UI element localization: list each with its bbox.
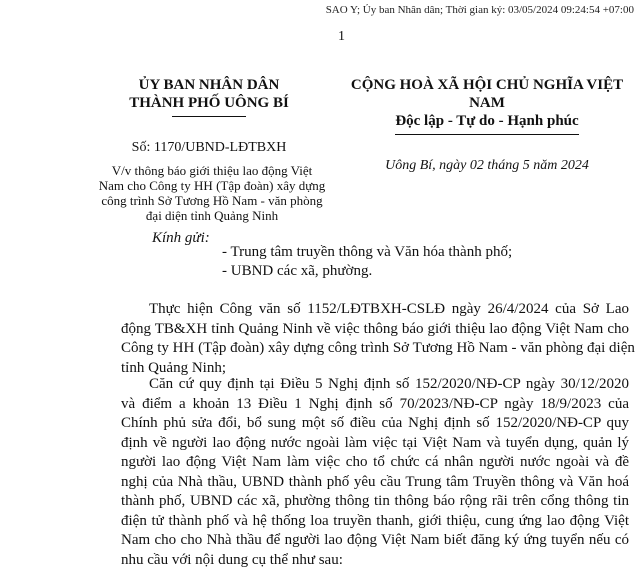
subject-line: công trình Sở Tương Hồ Nam - văn phòng — [70, 193, 354, 208]
paragraph-line: Chính phủ sửa đổi, bổ sung một số điều của Nghị định số 152/2020/NĐ-CP quy — [121, 414, 629, 434]
paragraph-line: thành phố, UBND các xã, phường thông tin thông báo rộng rãi trên cổng thông tin — [121, 492, 629, 512]
paragraph-line: nghị của Nhà thầu, UBND thành phố yêu cầu Trung tâm Truyền thông và Văn hoá — [121, 473, 629, 493]
recipient-item: - UBND các xã, phường. — [222, 263, 372, 280]
paragraph-line: định về người lao động nước ngoài làm việc tại Việt Nam và tuyển dụng, quản lý — [121, 434, 629, 454]
paragraph-line: Nam cho cho Nhà thầu để người lao động Việt Nam biết đăng ký ứng tuyển nếu có — [121, 531, 629, 551]
paragraph-line: Thực hiện Công văn số 1152/LĐTBXH-CSLĐ ngày 26/4/2024 của Sở Lao — [121, 300, 629, 320]
page-number: 1 — [338, 29, 345, 45]
motto-underline — [395, 134, 579, 135]
national-motto: Độc lập - Tự do - Hạnh phúc — [336, 112, 638, 130]
paragraph-line: người lao động Việt Nam làm việc cho tổ chức cá nhân người nước ngoài và đề — [121, 453, 629, 473]
body-paragraph-2 — [121, 375, 629, 570]
digital-signature-stamp: SAO Y; Ủy ban Nhân dân; Thời gian ký: 03/05/2024 09:24:54 +07:00 — [326, 4, 634, 16]
document-number: Số: 1170/UBND-LĐTBXH — [64, 140, 354, 156]
body-paragraph-1 — [121, 300, 629, 378]
issuing-agency-block — [64, 76, 354, 223]
paragraph-line: Căn cứ quy định tại Điều 5 Nghị định số 152/2020/NĐ-CP ngày 30/12/2020 — [121, 375, 629, 395]
paragraph-line: điện tử thành phố và hệ thống loa truyền thanh, giới thiệu, cung ứng lao động Việt — [121, 512, 629, 532]
paragraph-line: động TB&XH tỉnh Quảng Ninh về việc thông báo giới thiệu lao động Việt Nam cho — [121, 320, 629, 340]
paragraph-line: Công ty HH (Tập đoàn) xây dựng công trình Sở Tương Hồ Nam - văn phòng đại diện — [121, 339, 629, 359]
agency-name-line2: THÀNH PHỐ UÔNG BÍ — [64, 94, 354, 112]
place-and-date: Uông Bí, ngày 02 tháng 5 năm 2024 — [336, 158, 638, 174]
agency-name-line1: ỦY BAN NHÂN DÂN — [64, 76, 354, 94]
greeting-label: Kính gửi: — [152, 230, 210, 247]
national-title: CỘNG HOÀ XÃ HỘI CHỦ NGHĨA VIỆT NAM — [336, 76, 638, 112]
national-header-block — [336, 76, 638, 174]
paragraph-line: và điểm a khoản 13 Điều 1 Nghị định số 70/2023/NĐ-CP ngày 18/9/2023 của — [121, 395, 629, 415]
document-subject — [64, 163, 354, 223]
subject-line: đại diện tỉnh Quảng Ninh — [70, 208, 354, 223]
agency-underline — [172, 116, 246, 117]
subject-line: V/v thông báo giới thiệu lao động Việt — [70, 163, 354, 178]
paragraph-line: tỉnh Quảng Ninh; — [121, 359, 629, 379]
recipient-item: - Trung tâm truyền thông và Văn hóa thành phố; — [222, 244, 512, 261]
subject-line: Nam cho Công ty HH (Tập đoàn) xây dựng — [70, 178, 354, 193]
paragraph-line: nhu cầu với nội dung cụ thể như sau: — [121, 551, 629, 570]
